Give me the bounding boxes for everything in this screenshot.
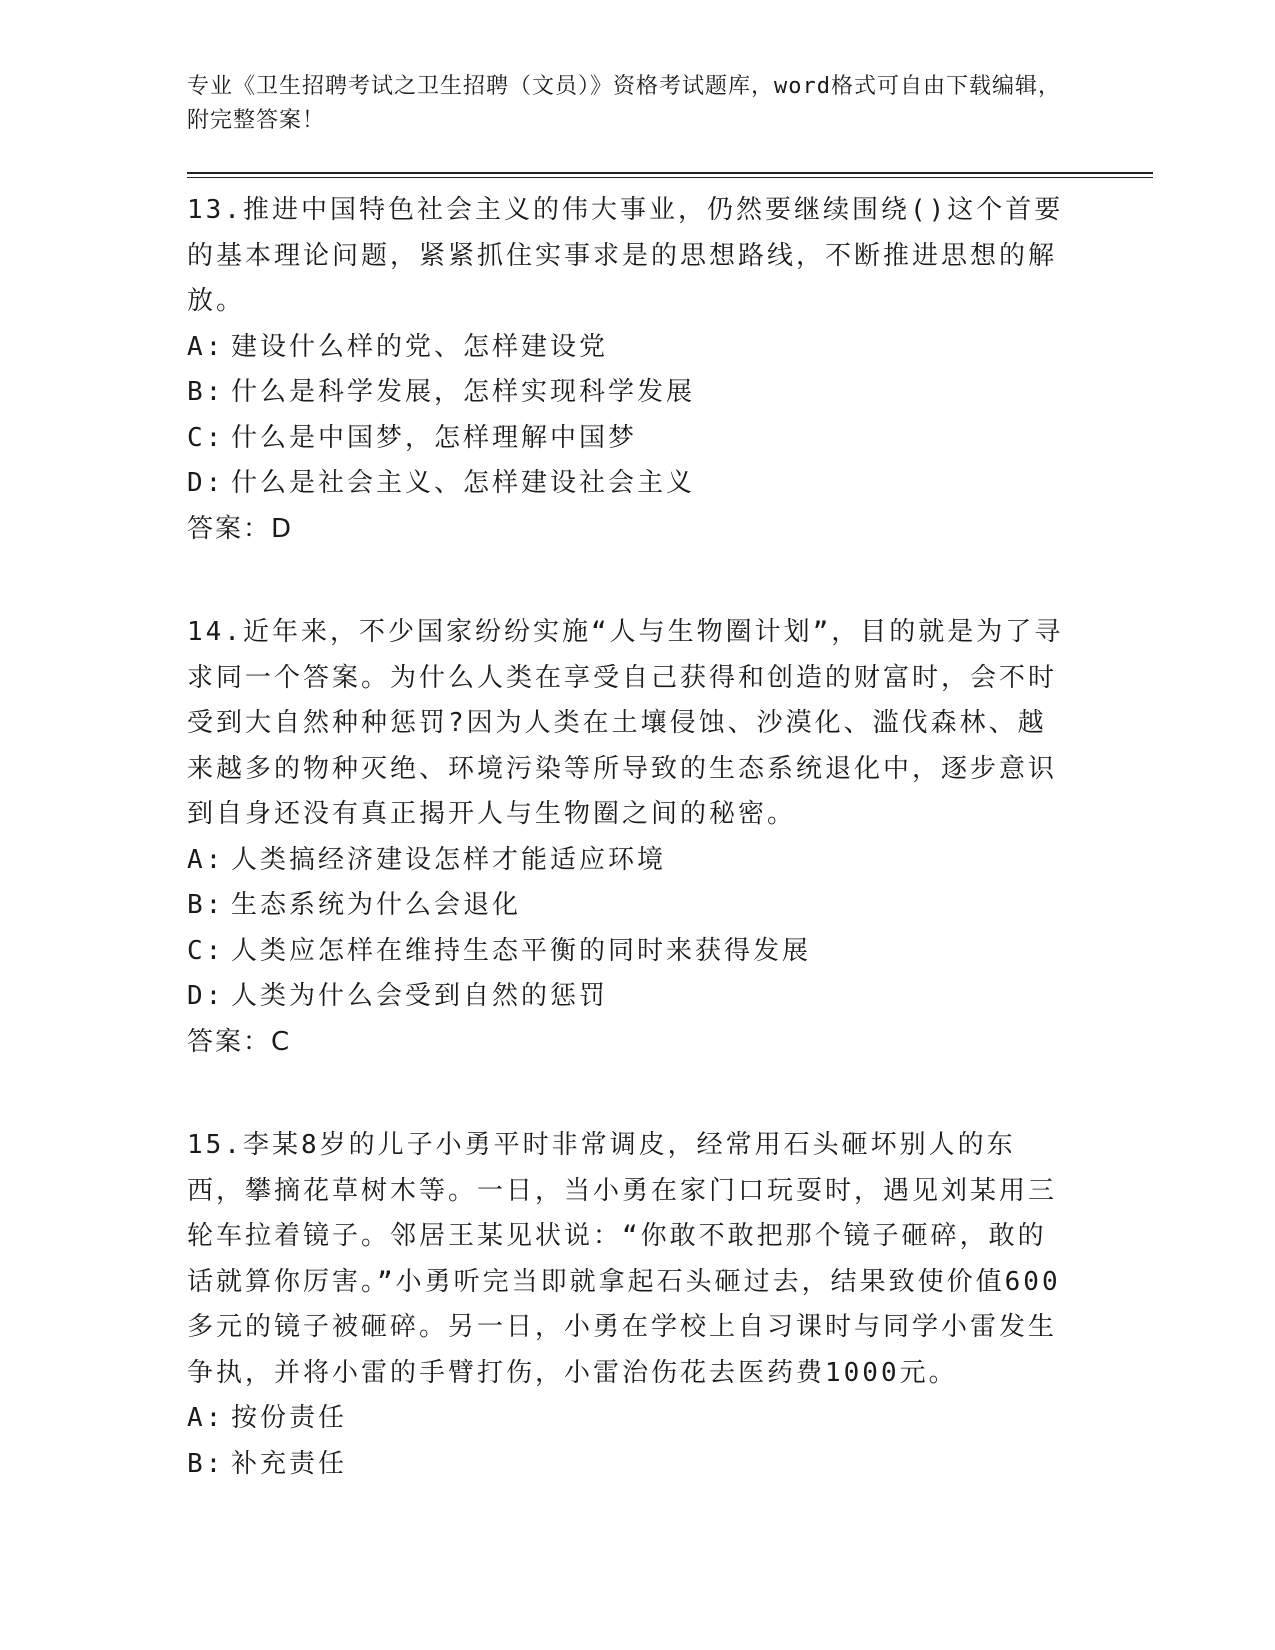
option-key: C: (187, 422, 225, 453)
spacer (187, 552, 1157, 600)
document-page (187, 70, 1157, 1487)
question-text: 13.推进中国特色社会主义的伟大事业，仍然要继续围绕()这个首要的基本理论问题，紧紧抓住实事求是的思想路线，不断推进思想的解放。 (187, 195, 1064, 316)
option-text: 什么是科学发展，怎样实现科学发展 (231, 377, 696, 407)
option-key: A: (187, 1403, 225, 1433)
header-divider (187, 172, 1153, 178)
option-text: 人类应怎样在维持生态平衡的同时来获得发展 (231, 935, 812, 966)
option-key: A: (187, 844, 225, 875)
answer-line: 答案：D (187, 513, 294, 544)
option-text: 人类搞经济建设怎样才能适应环境 (231, 844, 667, 875)
option-a (187, 325, 1157, 371)
question-text: 15.李某8岁的儿子小勇平时非常调皮，经常用石头砸坏别人的东西，攀摘花草树木等。一日，当小勇在家门口玩耍时，遇见刘某用三轮车拉着镜子。邻居王某见状说：“你敢不敢把那个镜子砸碎，敢的话就算你厉害。”小勇听完当即就拿起石头砸过去，结果致使价值600多元的镜子被砸碎。另一日，小勇在学校上自习课时与同学小雷发生争执，并将小雷的手臂打伤，小雷治伤花去医药费1000元。 (187, 1130, 1061, 1388)
option-key: A: (187, 331, 225, 362)
option-text: 补充责任 (231, 1448, 348, 1479)
answer-line: 答案：C (187, 1026, 292, 1057)
option-key: B: (187, 1448, 225, 1479)
question-13 (187, 188, 1157, 552)
option-a (187, 838, 1157, 884)
option-text: 建设什么样的党、怎样建设党 (231, 331, 609, 362)
option-text: 人类为什么会受到自然的惩罚 (231, 981, 609, 1011)
option-b (187, 370, 1157, 416)
document-header: 专业《卫生招聘考试之卫生招聘（文员）》资格考试题库，word格式可自由下载编辑，附完整答案！ (187, 74, 1061, 133)
option-text: 按份责任 (231, 1403, 348, 1433)
spacer (187, 1065, 1157, 1113)
option-a (187, 1396, 1157, 1442)
option-key: D: (187, 468, 225, 498)
question-text: 14.近年来，不少国家纷纷实施“人与生物圈计划”，目的就是为了寻求同一个答案。为什么人类在享受自己获得和创造的财富时，会不时受到大自然种种惩罚?因为人类在土壤侵蚀、沙漠化、滥伐森林、越来越多的物种灭绝、环境污染等所导致的生态系统退化中，逐步意识到自身还没有真正揭开人与生物圈之间的秘密。 (187, 617, 1064, 829)
option-b (187, 1442, 1157, 1488)
option-key: D: (187, 981, 225, 1011)
option-key: C: (187, 935, 225, 966)
option-c (187, 416, 1157, 462)
option-d (187, 461, 1157, 507)
option-key: B: (187, 890, 225, 920)
option-key: B: (187, 377, 225, 407)
option-text: 生态系统为什么会退化 (231, 890, 522, 920)
option-c (187, 929, 1157, 975)
option-text: 什么是社会主义、怎样建设社会主义 (231, 468, 696, 498)
question-15 (187, 1123, 1157, 1487)
question-14 (187, 610, 1157, 1065)
option-text: 什么是中国梦，怎样理解中国梦 (231, 422, 638, 453)
option-b (187, 883, 1157, 929)
option-d (187, 974, 1157, 1020)
